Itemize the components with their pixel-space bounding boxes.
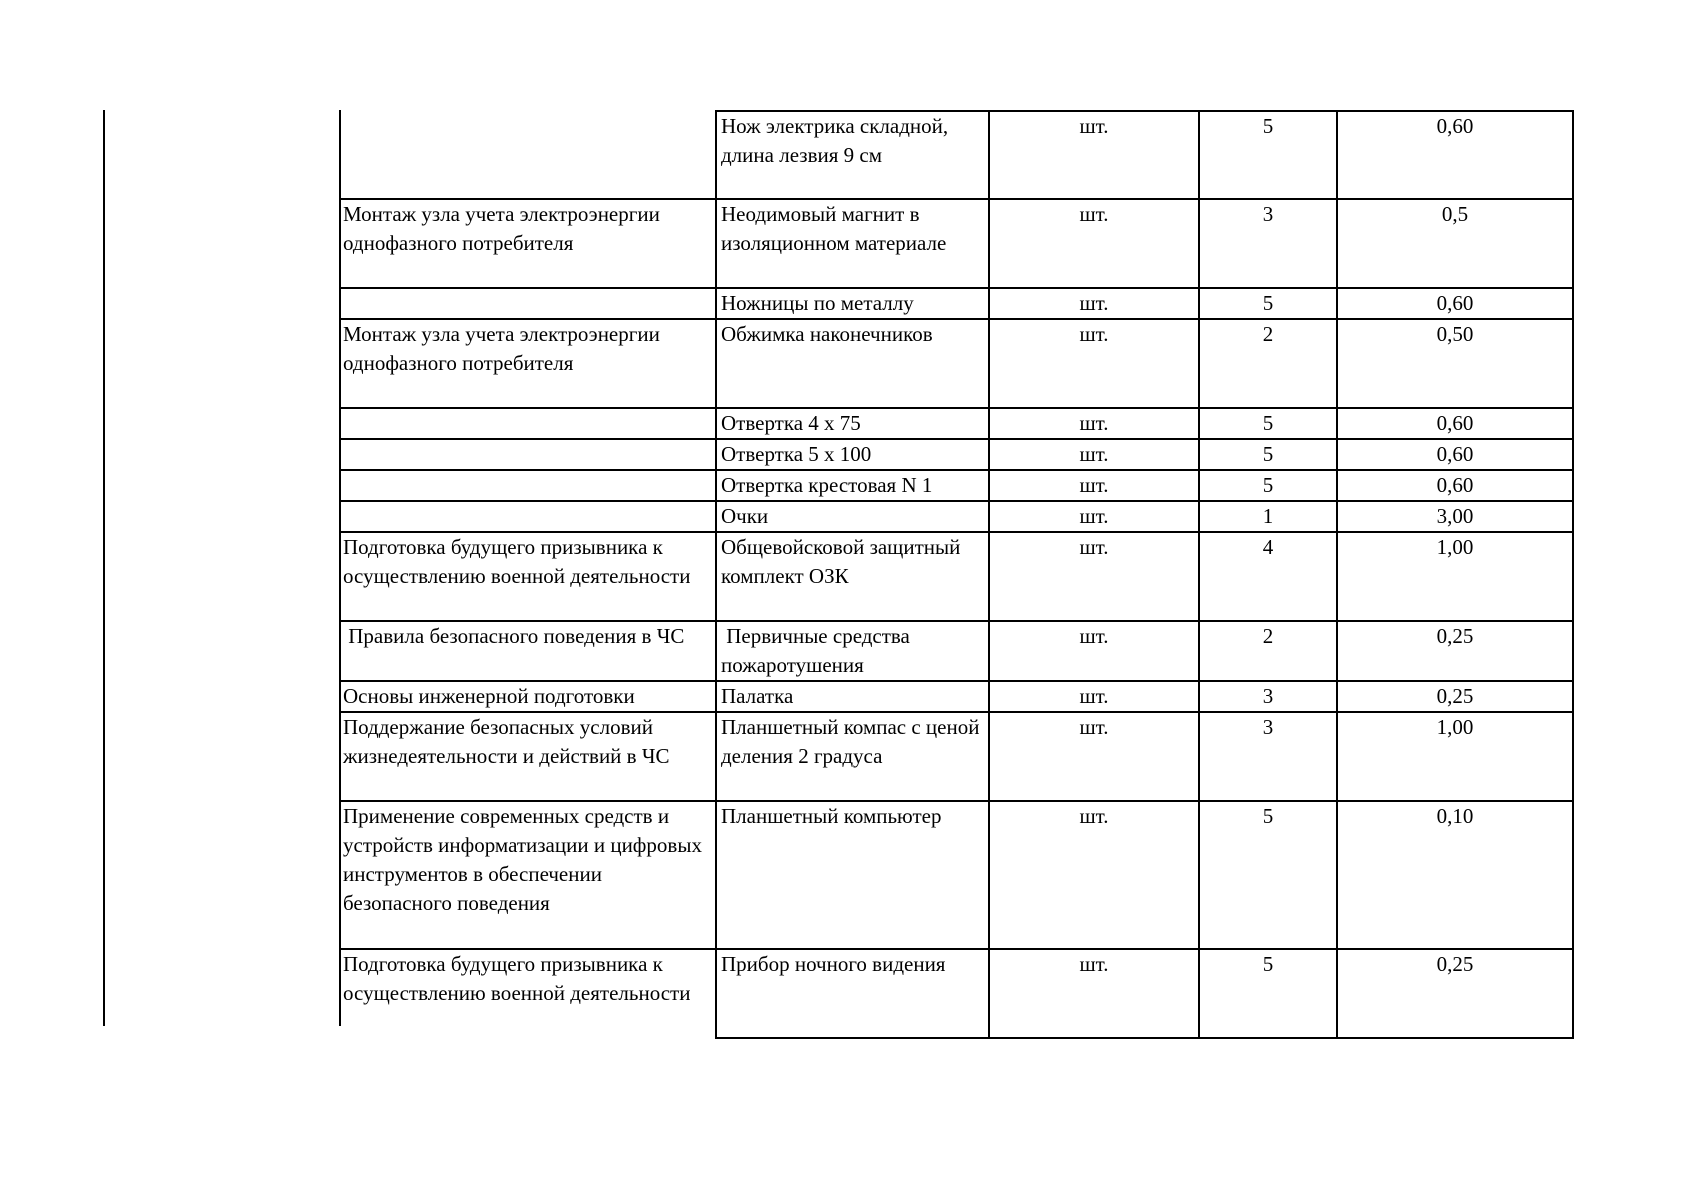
item-cell: Первичные средства пожаротушения (716, 621, 989, 681)
value-cell: 0,25 (1337, 949, 1573, 1038)
table-row (339, 501, 1573, 532)
topic-cell: Подготовка будущего призывника к осуществлению военной деятельности (339, 949, 716, 1038)
value-cell: 0,25 (1337, 621, 1573, 681)
table-row (339, 621, 1573, 681)
unit-cell: шт. (989, 801, 1199, 949)
qty-cell: 2 (1199, 319, 1337, 408)
table-row (339, 319, 1573, 408)
table-row (339, 288, 1573, 319)
value-cell: 3,00 (1337, 501, 1573, 532)
item-cell: Неодимовый магнит в изоляционном материале (716, 199, 989, 288)
topic-cell: Применение современных средств и устройств информатизации и цифровых инструментов в обеспечении безопасного поведения (339, 801, 716, 949)
unit-cell: шт. (989, 712, 1199, 801)
value-cell: 0,60 (1337, 111, 1573, 199)
value-cell: 1,00 (1337, 532, 1573, 621)
unit-cell: шт. (989, 949, 1199, 1038)
item-cell: Отвертка 4 х 75 (716, 408, 989, 439)
qty-cell: 5 (1199, 801, 1337, 949)
topic-cell (339, 111, 716, 199)
value-cell: 1,00 (1337, 712, 1573, 801)
table-row (339, 470, 1573, 501)
item-cell: Ножницы по металлу (716, 288, 989, 319)
item-cell: Очки (716, 501, 989, 532)
table-row (339, 439, 1573, 470)
topic-cell (339, 501, 716, 532)
item-cell: Обжимка наконечников (716, 319, 989, 408)
value-cell: 0,10 (1337, 801, 1573, 949)
left-margin-rule (103, 110, 105, 1026)
topic-cell (339, 288, 716, 319)
table-row (339, 712, 1573, 801)
qty-cell: 3 (1199, 199, 1337, 288)
qty-cell: 5 (1199, 408, 1337, 439)
topic-cell: Поддержание безопасных условий жизнедеятельности и действий в ЧС (339, 712, 716, 801)
table-row (339, 199, 1573, 288)
table-row (339, 111, 1573, 199)
item-cell: Палатка (716, 681, 989, 712)
unit-cell: шт. (989, 199, 1199, 288)
qty-cell: 4 (1199, 532, 1337, 621)
value-cell: 0,50 (1337, 319, 1573, 408)
table-row (339, 408, 1573, 439)
unit-cell: шт. (989, 408, 1199, 439)
unit-cell: шт. (989, 288, 1199, 319)
value-cell: 0,5 (1337, 199, 1573, 288)
qty-cell: 5 (1199, 111, 1337, 199)
item-cell: Отвертка 5 х 100 (716, 439, 989, 470)
item-cell: Прибор ночного видения (716, 949, 989, 1038)
qty-cell: 2 (1199, 621, 1337, 681)
qty-cell: 5 (1199, 949, 1337, 1038)
qty-cell: 3 (1199, 712, 1337, 801)
unit-cell: шт. (989, 681, 1199, 712)
table-row (339, 949, 1573, 1038)
unit-cell: шт. (989, 501, 1199, 532)
equipment-table (339, 110, 1574, 1039)
topic-cell (339, 439, 716, 470)
qty-cell: 1 (1199, 501, 1337, 532)
item-cell: Общевойсковой защитный комплект ОЗК (716, 532, 989, 621)
topic-cell (339, 470, 716, 501)
qty-cell: 5 (1199, 439, 1337, 470)
topic-cell: Правила безопасного поведения в ЧС (339, 621, 716, 681)
unit-cell: шт. (989, 319, 1199, 408)
item-cell: Планшетный компьютер (716, 801, 989, 949)
unit-cell: шт. (989, 532, 1199, 621)
qty-cell: 5 (1199, 288, 1337, 319)
value-cell: 0,60 (1337, 408, 1573, 439)
topic-cell (339, 408, 716, 439)
topic-cell: Монтаж узла учета электроэнергии однофазного потребителя (339, 199, 716, 288)
value-cell: 0,60 (1337, 470, 1573, 501)
qty-cell: 5 (1199, 470, 1337, 501)
topic-cell: Основы инженерной подготовки (339, 681, 716, 712)
value-cell: 0,60 (1337, 439, 1573, 470)
table-row (339, 801, 1573, 949)
topic-cell: Подготовка будущего призывника к осуществлению военной деятельности (339, 532, 716, 621)
value-cell: 0,60 (1337, 288, 1573, 319)
item-cell: Планшетный компас с ценой деления 2 градуса (716, 712, 989, 801)
unit-cell: шт. (989, 621, 1199, 681)
item-cell: Нож электрика складной, длина лезвия 9 см (716, 111, 989, 199)
value-cell: 0,25 (1337, 681, 1573, 712)
table-row (339, 681, 1573, 712)
unit-cell: шт. (989, 111, 1199, 199)
table-row (339, 532, 1573, 621)
unit-cell: шт. (989, 439, 1199, 470)
qty-cell: 3 (1199, 681, 1337, 712)
item-cell: Отвертка крестовая N 1 (716, 470, 989, 501)
topic-cell: Монтаж узла учета электроэнергии однофазного потребителя (339, 319, 716, 408)
unit-cell: шт. (989, 470, 1199, 501)
